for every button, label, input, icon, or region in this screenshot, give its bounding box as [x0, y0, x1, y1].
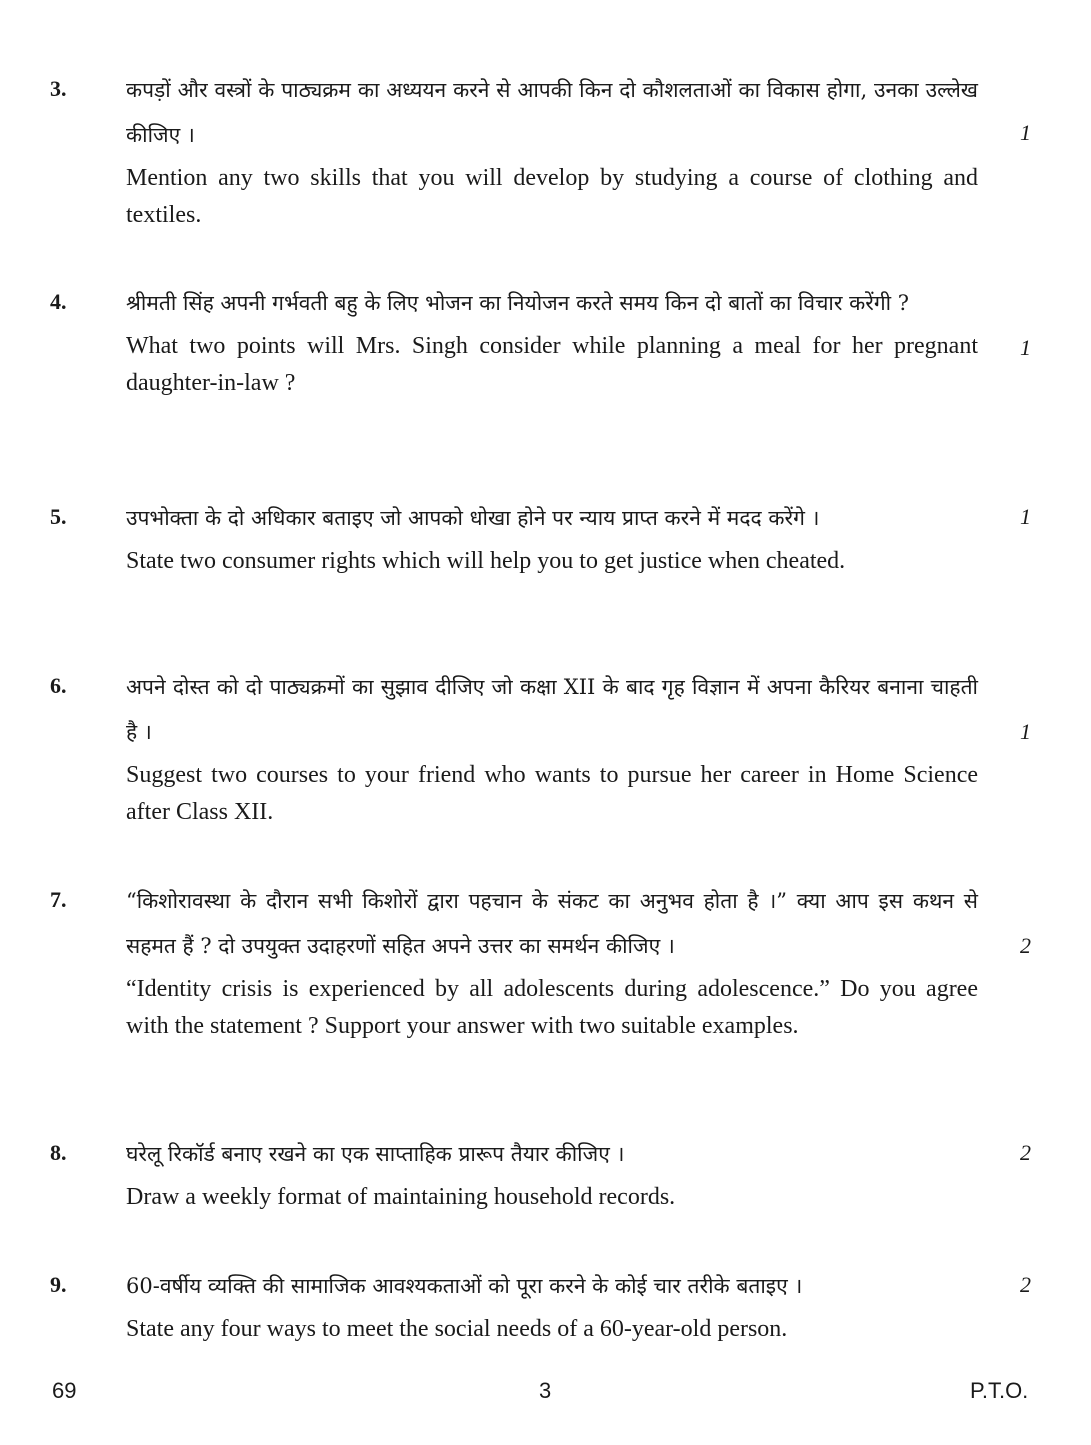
question-text-hindi: अपने दोस्त को दो पाठ्यक्रमों का सुझाव दीजिए जो कक्षा XII के बाद गृह विज्ञान में अपना कैरियर बनाना चाहती है । — [126, 675, 978, 744]
question-marks: 1 — [1020, 120, 1031, 145]
question-number: 7. — [50, 887, 67, 912]
question-marks: 2 — [1020, 933, 1031, 958]
question-text-english: State any four ways to meet the social needs of a 60-year-old person. — [126, 1316, 788, 1342]
question-number: 6. — [50, 673, 67, 698]
question-number: 8. — [50, 1140, 67, 1165]
question-text-hindi: श्रीमती सिंह अपनी गर्भवती बहु के लिए भोजन का नियोजन करते समय किन दो बातों का विचार करेंगी ? — [126, 291, 910, 315]
question-text-english: Suggest two courses to your friend who wants to pursue her career in Home Science after Class XII. — [126, 762, 978, 825]
question-text-hindi: घरेलू रिकॉर्ड बनाए रखने का एक साप्ताहिक प्रारूप तैयार कीजिए । — [126, 1142, 625, 1166]
question-number: 5. — [50, 504, 67, 529]
question-text-hindi: कपड़ों और वस्त्रों के पाठ्यक्रम का अध्ययन करने से आपकी किन दो कौशलताओं का विकास होगा, उनका उल्लेख कीजिए । — [126, 78, 978, 147]
page-number: 3 — [539, 1378, 552, 1403]
question-text-english: Draw a weekly format of maintaining household records. — [126, 1184, 676, 1210]
question-text-hindi: “किशोरावस्था के दौरान सभी किशोरों द्वारा पहचान के संकट का अनुभव होता है ।” क्या आप इस कथन से सहमत हैं ? दो उपयुक्त उदाहरणों सहित अपने उत्तर का समर्थन कीजिए । — [126, 889, 978, 958]
question-marks: 2 — [1020, 1140, 1031, 1165]
question-marks: 2 — [1020, 1272, 1031, 1297]
question-text-english: “Identity crisis is experienced by all adolescents during adolescence.” Do you agree with the statement ? Support your answer with two suitable examples. — [126, 976, 978, 1039]
question-marks: 1 — [1020, 719, 1031, 744]
question-text-hindi: उपभोक्ता के दो अधिकार बताइए जो आपको धोखा होने पर न्याय प्राप्त करने में मदद करेंगे । — [126, 506, 820, 530]
question-number: 3. — [50, 76, 67, 101]
please-turn-over: P.T.O. — [970, 1378, 1029, 1403]
question-marks: 1 — [1020, 335, 1031, 360]
question-number: 9. — [50, 1272, 67, 1297]
question-text-hindi: 60-वर्षीय व्यक्ति की सामाजिक आवश्यकताओं को पूरा करने के कोई चार तरीके बताइए । — [126, 1274, 803, 1298]
question-text-english: Mention any two skills that you will develop by studying a course of clothing and textiles. — [126, 165, 978, 228]
question-text-english: State two consumer rights which will help you to get justice when cheated. — [126, 548, 846, 574]
paper-code: 69 — [52, 1378, 77, 1403]
question-number: 4. — [50, 289, 67, 314]
question-text-english: What two points will Mrs. Singh consider while planning a meal for her pregnant daughter-in-law ? — [126, 333, 978, 396]
question-marks: 1 — [1020, 504, 1031, 529]
